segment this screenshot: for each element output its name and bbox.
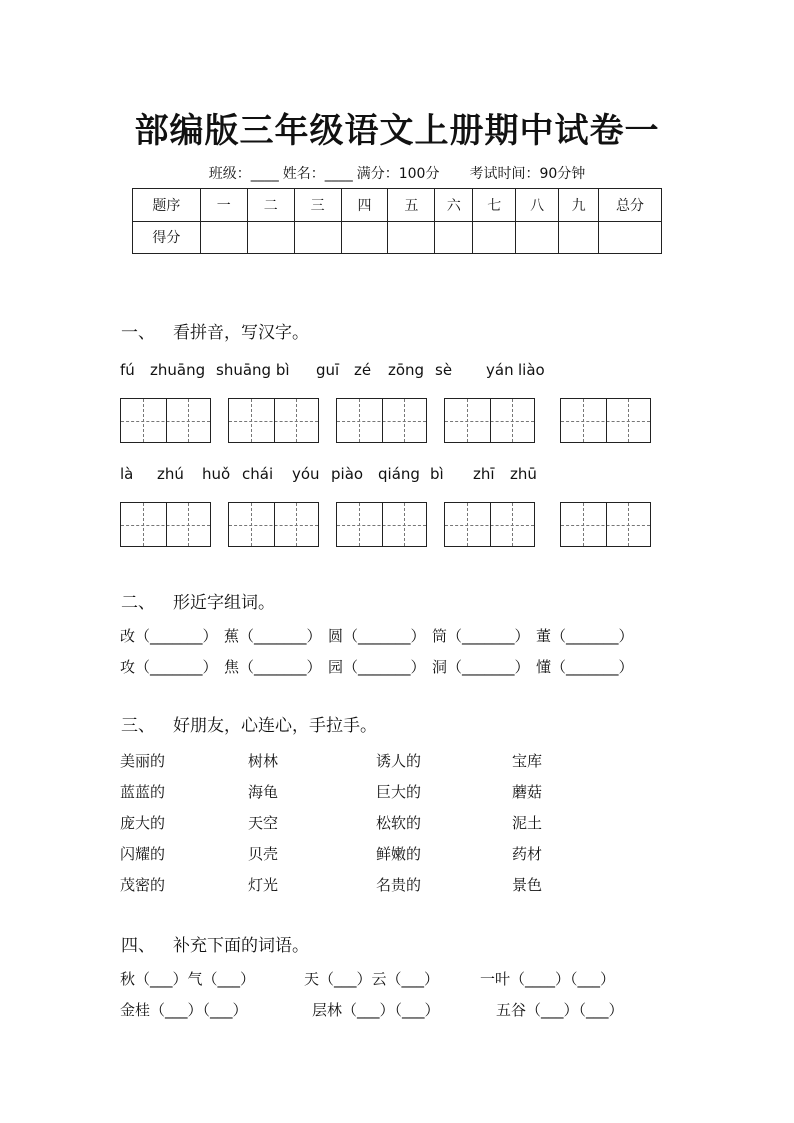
section-number: 三、 bbox=[121, 716, 155, 736]
pinyin: fú bbox=[120, 361, 135, 379]
pinyin: yóu bbox=[292, 465, 320, 483]
pinyin: zhī bbox=[473, 465, 495, 483]
writing-box[interactable] bbox=[444, 502, 535, 547]
noun[interactable]: 贝壳 bbox=[248, 845, 279, 863]
noun[interactable]: 海龟 bbox=[248, 783, 279, 801]
pinyin: chái bbox=[242, 465, 274, 483]
noun[interactable]: 树林 bbox=[248, 752, 279, 770]
noun[interactable]: 天空 bbox=[248, 814, 279, 832]
score-table-header-row bbox=[133, 189, 662, 222]
noun[interactable]: 泥土 bbox=[512, 814, 543, 832]
word-blank[interactable]: 蕉（_______） bbox=[224, 627, 322, 645]
score-input-cell[interactable] bbox=[599, 221, 662, 254]
score-header-cell: 总分 bbox=[599, 189, 662, 222]
word-blank[interactable]: 攻（_______） bbox=[120, 658, 218, 676]
idiom-blank[interactable]: 天（___）云（___） bbox=[304, 970, 440, 988]
idiom-blank[interactable]: 金桂（___）（___） bbox=[120, 1001, 248, 1019]
score-input-cell[interactable] bbox=[294, 221, 341, 254]
adjective[interactable]: 茂密的 bbox=[120, 876, 166, 894]
score-input-cell[interactable] bbox=[435, 221, 473, 254]
pinyin: là bbox=[120, 465, 134, 483]
adjective[interactable]: 庞大的 bbox=[120, 814, 166, 832]
score-table-score-row bbox=[133, 221, 662, 254]
section-title: 形近字组词。 bbox=[173, 593, 275, 613]
pinyin: liào bbox=[518, 361, 545, 379]
section-number: 一、 bbox=[121, 323, 155, 343]
score-table bbox=[132, 188, 662, 254]
score-input-cell[interactable] bbox=[247, 221, 294, 254]
writing-box[interactable] bbox=[336, 502, 427, 547]
writing-box[interactable] bbox=[336, 398, 427, 443]
pinyin: zōng bbox=[388, 361, 425, 379]
idiom-blank[interactable]: 秋（___）气（___） bbox=[120, 970, 256, 988]
noun[interactable]: 宝库 bbox=[512, 752, 543, 770]
section-number: 二、 bbox=[121, 593, 155, 613]
word-blank[interactable]: 圆（_______） bbox=[328, 627, 426, 645]
word-blank[interactable]: 焦（_______） bbox=[224, 658, 322, 676]
idiom-blank[interactable]: 层林（___）（___） bbox=[312, 1001, 440, 1019]
score-input-cell[interactable] bbox=[516, 221, 559, 254]
writing-box[interactable] bbox=[560, 398, 651, 443]
idiom-blank[interactable]: 一叶（____）（___） bbox=[480, 970, 616, 988]
adjective[interactable]: 闪耀的 bbox=[120, 845, 166, 863]
pinyin: zé bbox=[354, 361, 372, 379]
section-1-heading bbox=[121, 318, 309, 343]
word-blank[interactable]: 园（_______） bbox=[328, 658, 426, 676]
score-header-cell: 二 bbox=[247, 189, 294, 222]
page-title: 部编版三年级语文上册期中试卷一 bbox=[134, 111, 660, 151]
pinyin: guī bbox=[316, 361, 340, 379]
pinyin: piào bbox=[331, 465, 364, 483]
writing-box[interactable] bbox=[228, 502, 319, 547]
adjective[interactable]: 美丽的 bbox=[120, 752, 166, 770]
pinyin: shuāng bì bbox=[216, 361, 290, 379]
section-3-heading bbox=[121, 711, 377, 736]
writing-box[interactable] bbox=[228, 398, 319, 443]
score-header-cell: 题序 bbox=[133, 189, 201, 222]
section-4-heading bbox=[121, 931, 309, 956]
score-header-cell: 五 bbox=[388, 189, 435, 222]
pinyin: yán bbox=[486, 361, 514, 379]
writing-box[interactable] bbox=[444, 398, 535, 443]
class-field[interactable]: 班级：____ bbox=[208, 166, 279, 182]
score-header-cell: 六 bbox=[435, 189, 473, 222]
section-title: 补充下面的词语。 bbox=[173, 936, 309, 956]
noun[interactable]: 景色 bbox=[512, 876, 543, 894]
name-field[interactable]: 姓名：____ bbox=[282, 166, 353, 182]
score-input-cell[interactable] bbox=[388, 221, 435, 254]
adjective[interactable]: 鲜嫩的 bbox=[376, 845, 422, 863]
section-title: 看拼音，写汉字。 bbox=[173, 323, 309, 343]
adjective[interactable]: 松软的 bbox=[376, 814, 422, 832]
word-blank[interactable]: 懂（_______） bbox=[536, 658, 634, 676]
exam-info bbox=[0, 163, 794, 183]
word-blank[interactable]: 改（_______） bbox=[120, 627, 218, 645]
writing-box[interactable] bbox=[120, 502, 211, 547]
score-header-cell: 四 bbox=[341, 189, 388, 222]
pinyin: sè bbox=[435, 361, 453, 379]
idiom-blank[interactable]: 五谷（___）（___） bbox=[496, 1001, 624, 1019]
noun[interactable]: 灯光 bbox=[248, 876, 279, 894]
section-title: 好朋友，心连心，手拉手。 bbox=[173, 716, 377, 736]
section-number: 四、 bbox=[121, 936, 155, 956]
writing-box[interactable] bbox=[120, 398, 211, 443]
pinyin: zhú bbox=[157, 465, 184, 483]
adjective[interactable]: 名贵的 bbox=[376, 876, 422, 894]
pinyin: zhuāng bbox=[150, 361, 206, 379]
adjective[interactable]: 巨大的 bbox=[376, 783, 422, 801]
score-header-cell: 一 bbox=[200, 189, 247, 222]
full-score: 满分：100分 bbox=[356, 166, 440, 182]
score-input-cell[interactable] bbox=[559, 221, 599, 254]
score-header-cell: 七 bbox=[473, 189, 516, 222]
writing-box[interactable] bbox=[560, 502, 651, 547]
pinyin: huǒ bbox=[202, 465, 231, 483]
adjective[interactable]: 蓝蓝的 bbox=[120, 783, 166, 801]
word-blank[interactable]: 筒（_______） bbox=[432, 627, 530, 645]
exam-time: 考试时间：90分钟 bbox=[469, 166, 586, 182]
score-header-cell: 三 bbox=[294, 189, 341, 222]
score-input-cell[interactable] bbox=[341, 221, 388, 254]
score-input-cell[interactable] bbox=[473, 221, 516, 254]
score-header-cell: 九 bbox=[559, 189, 599, 222]
adjective[interactable]: 诱人的 bbox=[376, 752, 422, 770]
score-row-label: 得分 bbox=[133, 221, 201, 254]
score-input-cell[interactable] bbox=[200, 221, 247, 254]
noun[interactable]: 药材 bbox=[512, 845, 543, 863]
section-2-heading bbox=[121, 588, 275, 613]
noun[interactable]: 蘑菇 bbox=[512, 783, 543, 801]
pinyin: bì bbox=[430, 465, 444, 483]
pinyin: zhū bbox=[510, 465, 537, 483]
word-blank[interactable]: 洞（_______） bbox=[432, 658, 530, 676]
pinyin: qiáng bbox=[378, 465, 420, 483]
word-blank[interactable]: 董（_______） bbox=[536, 627, 634, 645]
score-header-cell: 八 bbox=[516, 189, 559, 222]
